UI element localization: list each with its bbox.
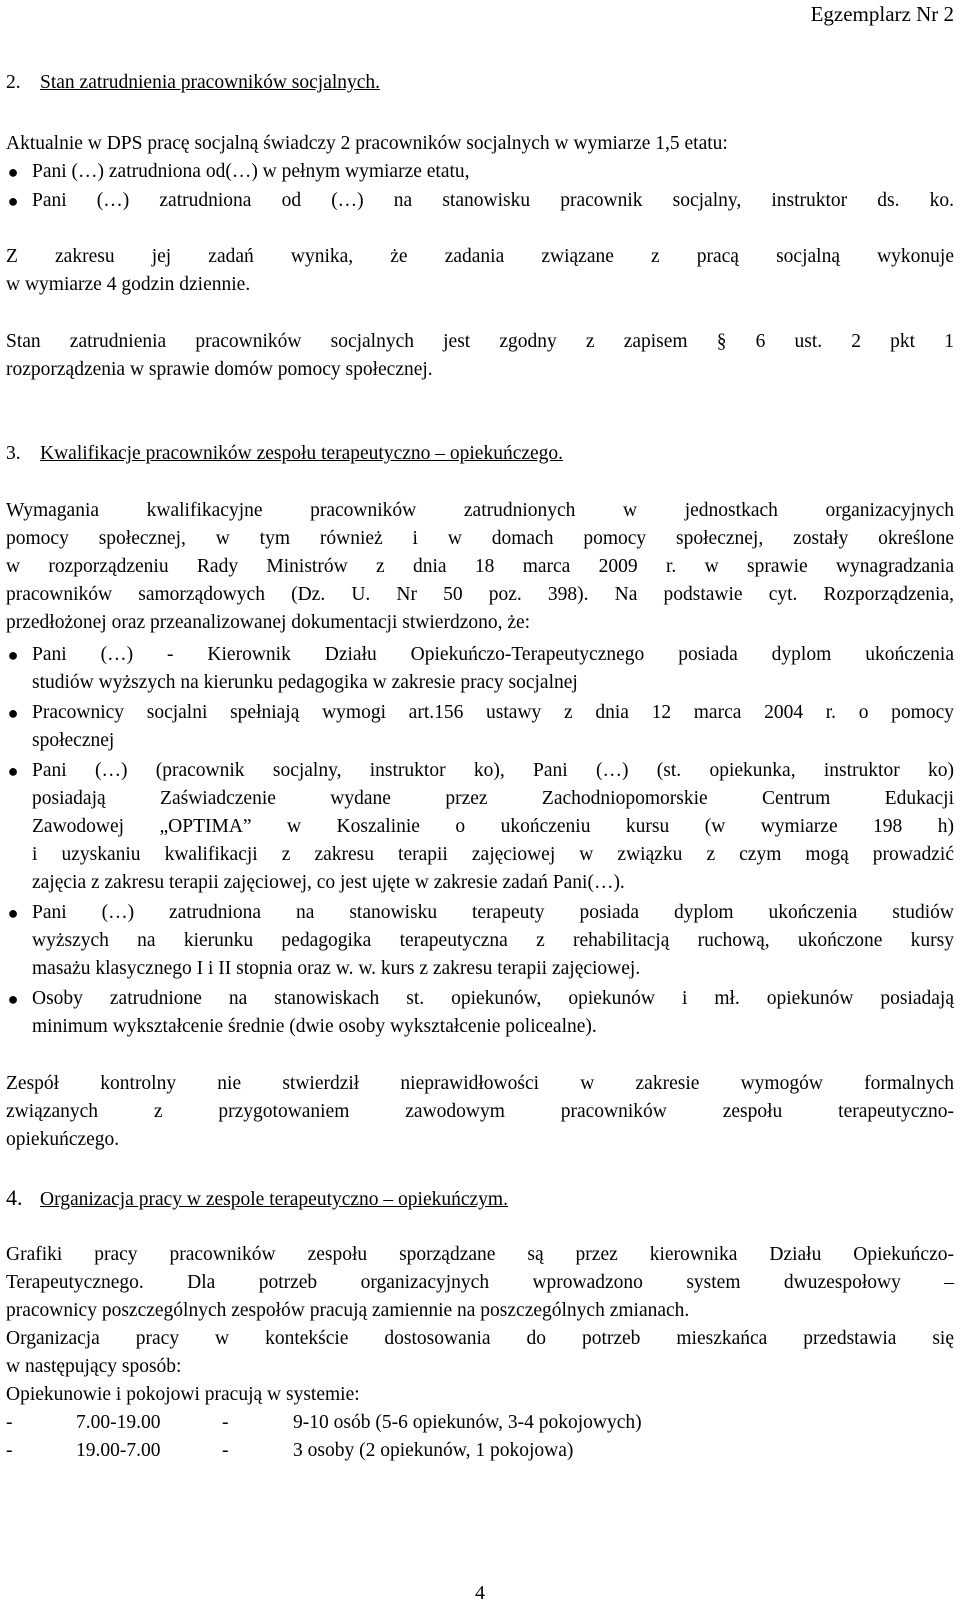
bullet-icon: ● [7, 761, 19, 781]
list-item-line: Pani (…) - Kierownik Działu Opiekuńczo-Terapeutycznego posiada dyplom ukończenia [32, 644, 954, 665]
paragraph-line: opiekuńczego. [6, 1129, 120, 1150]
schedule-hours: 7.00-19.00 [76, 1412, 161, 1433]
section-number: 4. [6, 1185, 23, 1210]
list-item-line: wyższych na kierunku pedagogika terapeutyczna z rehabilitacją ruchową, ukończone kursy [32, 930, 954, 951]
paragraph-line: Stan zatrudnienia pracowników socjalnych jest zgodny z zapisem § 6 ust. 2 pkt 1 [6, 331, 954, 352]
list-item-line: i uzyskaniu kwalifikacji z zakresu terapii zajęciowej w związku z czym mogą prowadzić [32, 844, 954, 865]
section-2-heading [6, 69, 954, 97]
paragraph: Aktualnie w DPS pracę socjalną świadczy 2 pracowników socjalnych w wymiarze 1,5 etatu: [6, 133, 728, 154]
paragraph-line: Organizacja pracy w kontekście dostosowania do potrzeb mieszkańca przedstawia się [6, 1328, 954, 1349]
section-title: Stan zatrudnienia pracowników socjalnych. [40, 72, 381, 93]
list-item-line: Pani (…) (pracownik socjalny, instruktor ko), Pani (…) (st. opiekunka, instruktor ko) [32, 760, 954, 781]
page-number: 4 [475, 1582, 485, 1604]
list-item-line: masażu klasycznego I i II stopnia oraz w. w. kurs z zakresu terapii zajęciowej. [32, 958, 641, 979]
paragraph-line: pracowników samorządowych (Dz. U. Nr 50 poz. 398). Na podstawie cyt. Rozporządzenia, [6, 584, 954, 605]
paragraph-line: w rozporządzeniu Rady Ministrów z dnia 18 marca 2009 r. w sprawie wynagradzania [6, 556, 954, 577]
bullet-icon: ● [7, 989, 19, 1009]
paragraph-line: Grafiki pracy pracowników zespołu sporządzane są przez kierownika Działu Opiekuńczo- [6, 1244, 954, 1265]
schedule-staff: 9-10 osób (5-6 opiekunów, 3-4 pokojowych) [293, 1412, 642, 1433]
bullet-icon: ● [7, 903, 19, 923]
copy-label: Egzemplarz Nr 2 [810, 2, 954, 26]
section-3-heading [6, 440, 954, 468]
list-item-line: studiów wyższych na kierunku pedagogika w zakresie pracy socjalnej [32, 672, 578, 693]
list-item-line: minimum wykształcenie średnie (dwie osoby wykształcenie policealne). [32, 1016, 597, 1037]
list-item-line: posiadają Zaświadczenie wydane przez Zachodniopomorskie Centrum Edukacji [32, 788, 954, 809]
bullet-icon: ● [7, 162, 19, 182]
schedule-hours: 19.00-7.00 [76, 1440, 161, 1461]
paragraph-line: rozporządzenia w sprawie domów pomocy społecznej. [6, 359, 433, 380]
paragraph-line: Terapeutycznego. Dla potrzeb organizacyjnych wprowadzono system dwuzespołowy – [6, 1272, 954, 1293]
paragraph-line: pomocy społecznej, w tym również i w domach pomocy społecznej, zostały określone [6, 528, 954, 549]
section-number: 2. [6, 72, 21, 93]
section-number: 3. [6, 443, 21, 464]
list-item-line: Osoby zatrudnione na stanowiskach st. opiekunów, opiekunów i mł. opiekunów posiadają [32, 988, 954, 1009]
schedule-separator: - [222, 1412, 229, 1433]
schedule-dash: - [6, 1412, 13, 1433]
section-title: Organizacja pracy w zespole terapeutyczno – opiekuńczym. [40, 1189, 508, 1210]
list-item: Pani (…) zatrudniona od (…) na stanowisku pracownik socjalny, instruktor ds. ko. [32, 190, 954, 211]
list-item-line: Pracownicy socjalni spełniają wymogi art.156 ustawy z dnia 12 marca 2004 r. o pomocy [32, 702, 954, 723]
section-title: Kwalifikacje pracowników zespołu terapeutyczno – opiekuńczego. [40, 443, 564, 464]
paragraph-line: Wymagania kwalifikacyjne pracowników zatrudnionych w jednostkach organizacyjnych [6, 500, 954, 521]
paragraph-line: Zespół kontrolny nie stwierdził nieprawidłowości w zakresie wymogów formalnych [6, 1073, 954, 1094]
paragraph-line: związanych z przygotowaniem zawodowym pracowników zespołu terapeutyczno- [6, 1101, 954, 1122]
paragraph-line: pracownicy poszczególnych zespołów pracują zamiennie na poszczególnych zmianach. [6, 1300, 690, 1321]
list-item-line: Pani (…) zatrudniona na stanowisku terapeuty posiada dyplom ukończenia studiów [32, 902, 954, 923]
list-item: Pani (…) zatrudniona od(…) w pełnym wymiarze etatu, [32, 161, 470, 182]
schedule-separator: - [222, 1440, 229, 1461]
paragraph-line: w następujący sposób: [6, 1356, 182, 1377]
section-4-heading [6, 1184, 954, 1214]
bullet-icon: ● [7, 645, 19, 665]
list-item-line: Zawodowej „OPTIMA” w Koszalinie o ukończeniu kursu (w wymiarze 198 h) [32, 816, 954, 837]
paragraph-line: przedłożonej oraz przeanalizowanej dokumentacji stwierdzono, że: [6, 612, 531, 633]
schedule-staff: 3 osoby (2 opiekunów, 1 pokojowa) [293, 1440, 574, 1461]
schedule-dash: - [6, 1440, 13, 1461]
list-item-line: społecznej [32, 730, 115, 751]
paragraph-line: Z zakresu jej zadań wynika, że zadania związane z pracą socjalną wykonuje [6, 246, 954, 267]
paragraph-line: w wymiarze 4 godzin dziennie. [6, 274, 251, 295]
bullet-icon: ● [7, 703, 19, 723]
list-item-line: zajęcia z zakresu terapii zajęciowej, co jest ujęte w zakresie zadań Pani(…). [32, 872, 625, 893]
bullet-icon: ● [7, 191, 19, 211]
paragraph-line: Opiekunowie i pokojowi pracują w systemie: [6, 1384, 360, 1405]
